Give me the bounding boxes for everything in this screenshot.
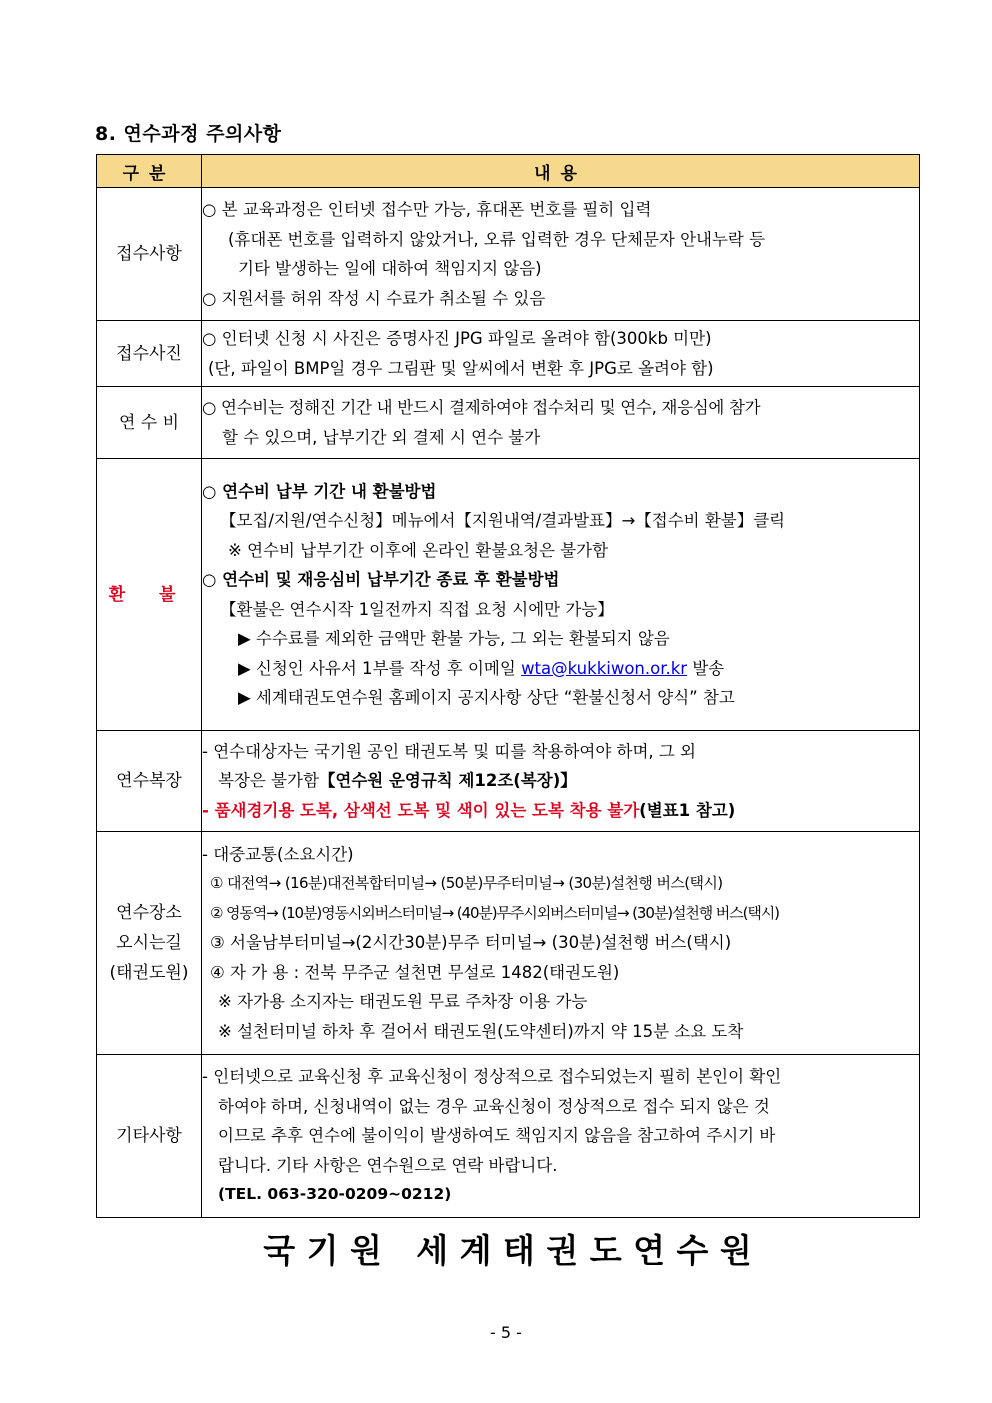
table-row-photo [97, 321, 920, 387]
route-line: ① 대전역→ (16분)대전복합터미널→ (50분)무주터미널→ (30분)설천행 버스(택시) [210, 874, 723, 893]
content-line: 랍니다. 기타 사항은 연수원으로 연락 바랍니다. [218, 1155, 558, 1175]
content-line: ※ 설천터미널 하차 후 걸어서 태권도원(도약센터)까지 약 15분 소요 도착 [218, 1021, 744, 1041]
content-line: (휴대폰 번호를 입력하지 않았거나, 오류 입력한 경우 단체문자 안내누락 등 [228, 229, 766, 249]
table-row-directions [97, 832, 920, 1055]
section-title: 8. 연수과정 주의사항 [95, 123, 282, 145]
content-line: 하여야 하며, 신청내역이 없는 경우 교육신청이 정상적으로 접수 되지 않은 것 [218, 1096, 770, 1116]
directions-label-line: 오시는길 [116, 933, 182, 953]
table-row-fee [97, 387, 920, 459]
bullet2-post: 발송 [687, 658, 725, 678]
attire-warning: - 품새경기용 도복, 삼색선 도복 및 색이 있는 도복 착용 불가 [202, 800, 640, 820]
content-line [202, 654, 919, 684]
row-label-refund: 환 불 [97, 459, 202, 731]
row-label-fee: 연 수 비 [97, 387, 202, 459]
content-line: - 연수대상자는 국기원 공인 태권도복 및 띠를 착용하여야 하며, 그 외 [202, 741, 697, 761]
route-line: ③ 서울남부터미널→(2시간30분)무주 터미널→ (30분)설천행 버스(택시) [210, 933, 732, 953]
contact-tel: (TEL. 063-320-0209~0212) [218, 1185, 452, 1204]
attire-rule-ref: 【연수원 운영규칙 제12조(복장)】 [318, 771, 577, 791]
content-line: ※ 연수비 납부기간 이후에 온라인 환불요청은 불가함 [228, 540, 609, 560]
content-line: (단, 파일이 BMP일 경우 그림판 및 알씨에서 변환 후 JPG로 올려야 함) [208, 358, 714, 378]
row-content-directions [202, 832, 920, 1055]
header-category: 구분 [97, 155, 202, 188]
page-number: - 5 - [490, 1323, 522, 1342]
table-row-refund [97, 459, 920, 731]
row-label-photo: 접수사진 [97, 321, 202, 387]
attire-appendix-ref: (별표1 참고) [639, 800, 736, 820]
organization-title: 국 기 원 세 계 태 권 도 연 수 원 [263, 1231, 752, 1270]
route-line: ② 영동역→ (10분)영동시외버스터미널→ (40분)무주시외버스터미널→ (30분)설천행 버스(택시) [210, 903, 779, 922]
bullet2-pre: ▶ 신청인 사유서 1부를 작성 후 이메일 [238, 658, 522, 678]
content-line: ○ 지원서를 허위 작성 시 수료가 취소될 수 있음 [202, 288, 546, 308]
attire-line2-text: 복장은 불가함 [218, 771, 319, 791]
refund-heading-1: ○ 연수비 납부 기간 내 환불방법 [202, 481, 437, 501]
content-line: ▶ 세계태권도연수원 홈페이지 공지사항 상단 “환불신청서 양식” 참고 [238, 688, 735, 707]
content-line: 【모집/지원/연수신청】메뉴에서【지원내역/결과발표】→【접수비 환불】클릭 [220, 511, 786, 530]
row-label-attire: 연수복장 [97, 731, 202, 832]
row-label-reception: 접수사항 [97, 188, 202, 321]
table-row-attire [97, 731, 920, 832]
table-row-reception [97, 188, 920, 321]
row-content-reception [202, 188, 920, 321]
content-line: ▶ 수수료를 제외한 금액만 환불 가능, 그 외는 환불되지 않음 [238, 629, 670, 648]
content-line: ※ 자가용 소지자는 태권도원 무료 주차장 이용 가능 [218, 992, 588, 1012]
content-line: 할 수 있으며, 납부기간 외 결제 시 연수 불가 [222, 427, 541, 447]
content-line: 이므로 추후 연수에 불이익이 발생하여도 책임지지 않음을 참고하여 주시기 바 [218, 1126, 776, 1146]
content-line: ○ 인터넷 신청 시 사진은 증명사진 JPG 파일로 올려야 함(300kb 미만) [202, 329, 712, 348]
row-content-refund [202, 459, 920, 731]
content-line [202, 796, 919, 826]
row-label-etc: 기타사항 [97, 1055, 202, 1218]
content-line: - 대중교통(소요시간) [202, 844, 354, 864]
table-header-row [97, 155, 920, 188]
content-line: - 인터넷으로 교육신청 후 교육신청이 정상적으로 접수되었는지 필히 본인이 확인 [202, 1067, 782, 1087]
route-line: ④ 자 가 용 : 전북 무주군 설천면 무설로 1482(태권도원) [210, 962, 620, 982]
row-content-attire [202, 731, 920, 832]
content-line: 【환불은 연수시작 1일전까지 직접 요청 시에만 가능】 [220, 599, 614, 619]
content-line [202, 766, 919, 796]
directions-label-line: (태권도원) [109, 963, 189, 983]
table-row-etc [97, 1055, 920, 1218]
row-content-etc [202, 1055, 920, 1218]
email-link[interactable]: wta@kukkiwon.or.kr [521, 658, 688, 678]
row-content-photo [202, 321, 920, 387]
row-content-fee [202, 387, 920, 459]
header-content: 내용 [202, 155, 920, 188]
notice-table [96, 154, 920, 1218]
row-label-directions [97, 832, 202, 1055]
directions-label-line: 연수장소 [116, 903, 182, 923]
content-line: ○ 본 교육과정은 인터넷 접수만 가능, 휴대폰 번호를 필히 입력 [202, 200, 652, 219]
content-line: 기타 발생하는 일에 대하여 책임지지 않음) [238, 259, 542, 278]
content-line: ○ 연수비는 정해진 기간 내 반드시 결제하여야 접수처리 및 연수, 재응심에 참가 [202, 398, 761, 417]
refund-heading-2: ○ 연수비 및 재응심비 납부기간 종료 후 환불방법 [202, 570, 560, 589]
